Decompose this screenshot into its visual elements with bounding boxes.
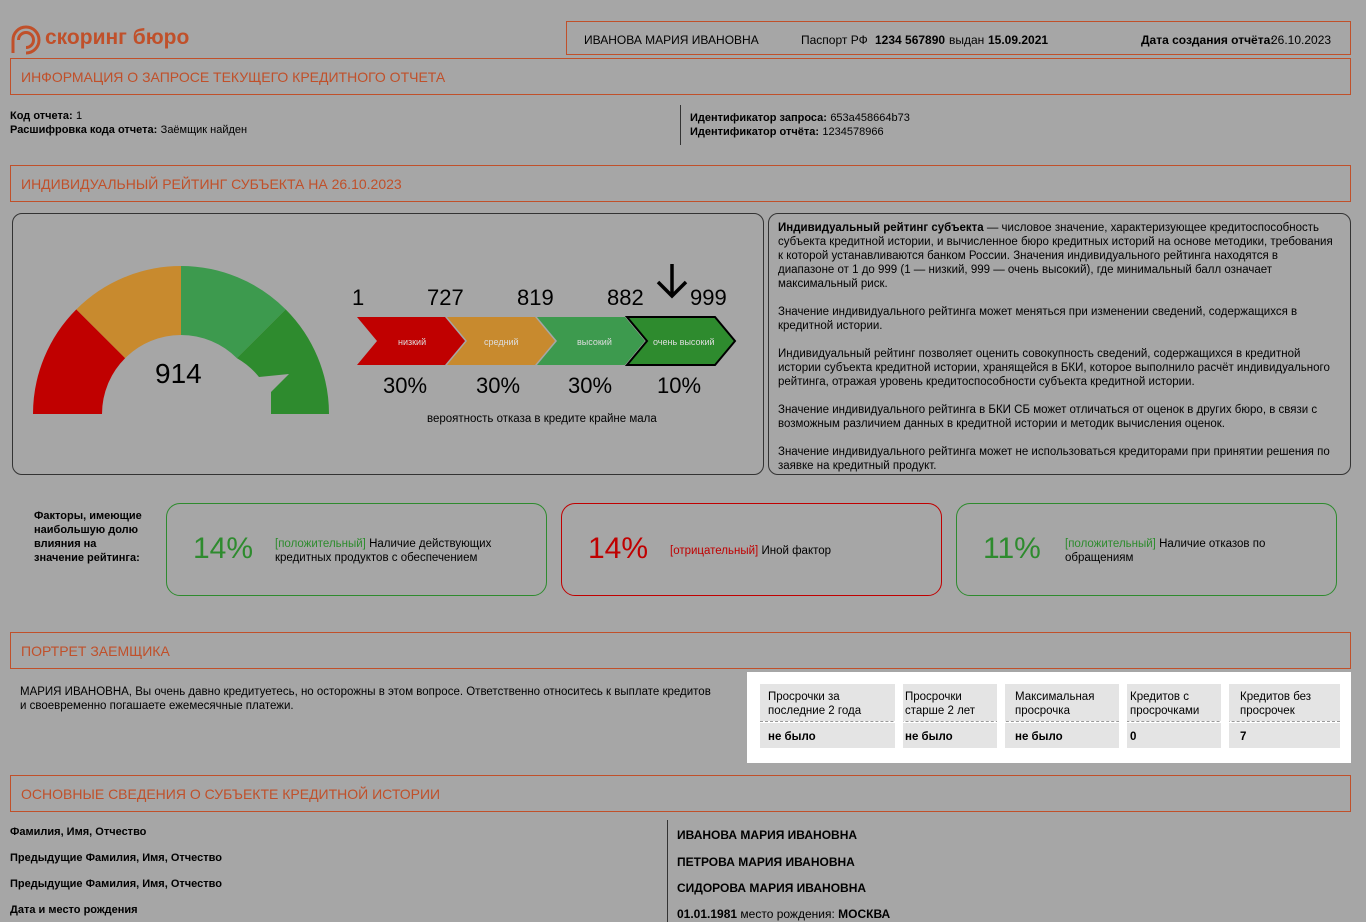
description-paragraph: Индивидуальный рейтинг субъекта — числовое значение, характеризующее кредитоспособность субъекта кредитной истории, и вычисленное бюро кредитных историй на основе методики, требования к которой устанавливаются банком России. Значения индивидуального рейтинга находятся в диапазоне от 1 до 999 (1 — низкий, 999 — очень высокий), где минимальный балл означает максимальный риск. — [778, 222, 1333, 290]
band-medium-percent: 30% — [476, 373, 521, 398]
subject-table — [10, 820, 1351, 922]
threshold-882: 882 — [607, 285, 644, 310]
band-low-label: низкий — [398, 337, 427, 347]
rating-score: 914 — [155, 358, 202, 389]
request-id-label: Идентификатор запроса: — [690, 112, 827, 124]
factor-description: Иной фактор — [761, 545, 832, 557]
portrait-text: МАРИЯ ИВАНОВНА, Вы очень давно кредитуетесь, но осторожны в этом вопросе. Ответственно относитесь к выплате кредитов и своевременно погашаете ежемесячные платежи. — [20, 686, 711, 712]
decode-label: Расшифровка кода отчета: — [10, 124, 158, 136]
code-label: Код отчета: — [10, 110, 73, 122]
report-header — [566, 21, 1351, 55]
client-name: ИВАНОВА МАРИЯ ИВАНОВНА — [584, 33, 759, 47]
band-high-percent: 30% — [568, 373, 613, 398]
band-very-high-percent: 10% — [657, 373, 702, 398]
report-id-value: 1234578966 — [822, 126, 884, 138]
subject-row-label: Фамилия, Имя, Отчество — [10, 826, 147, 838]
request-id-value: 653a458664b73 — [830, 112, 910, 124]
table-header: Просрочки старше 2 лет — [905, 691, 976, 717]
report-date-label: Дата создания отчёта: — [1141, 33, 1275, 47]
subject-row-value: СИДОРОВА МАРИЯ ИВАНОВНА — [677, 881, 867, 895]
table-value: 7 — [1240, 731, 1247, 743]
threshold-727: 727 — [427, 285, 464, 310]
portrait-table — [747, 672, 1351, 763]
passport-label: Паспорт РФ — [801, 33, 868, 47]
band-high-label: высокий — [577, 337, 612, 347]
subject-row-value: ПЕТРОВА МАРИЯ ИВАНОВНА — [677, 855, 855, 869]
request-divider — [680, 105, 681, 145]
request-info — [10, 105, 1351, 145]
description-paragraph: Значение индивидуального рейтинга может не использоваться кредиторами при принятии решения по заявке на кредитный продукт. — [778, 446, 1330, 472]
table-value: не было — [1015, 731, 1063, 743]
band-very-high-label: очень высокий — [653, 337, 715, 347]
passport-number: 1234 567890 — [875, 33, 946, 47]
factor-tag: [положительный] — [1065, 538, 1156, 550]
description-paragraph: Значение индивидуального рейтинга может меняться при изменении сведений, содержащихся в кредитной истории. — [778, 306, 1298, 332]
factor-description: Наличие действующих кредитных продуктов с обеспечением — [275, 538, 492, 564]
section-request-title: ИНФОРМАЦИЯ О ЗАПРОСЕ ТЕКУЩЕГО КРЕДИТНОГО ОТЧЕТА — [10, 58, 1351, 95]
section-rating-title: ИНДИВИДУАЛЬНЫЙ РЕЙТИНГ СУБЪЕКТА НА 26.10.2023 — [10, 165, 1351, 202]
subject-row-value: ИВАНОВА МАРИЯ ИВАНОВНА — [677, 828, 858, 842]
issued-label: выдан — [949, 33, 985, 47]
table-value: 0 — [1130, 731, 1137, 743]
factor-description: Наличие отказов по обращениям — [1065, 538, 1266, 564]
factor-card-2 — [561, 503, 942, 596]
birth-date: 01.01.1981 — [677, 907, 738, 921]
section-subject-title: ОСНОВНЫЕ СВЕДЕНИЯ О СУБЪЕКТЕ КРЕДИТНОЙ ИСТОРИИ — [10, 775, 1351, 812]
factor-percent: 14% — [588, 532, 649, 565]
table-header: Кредитов без просрочек — [1240, 691, 1312, 717]
birth-label: Дата и место рождения — [10, 904, 138, 916]
logo — [10, 24, 200, 54]
subject-divider — [667, 820, 668, 922]
report-date: 26.10.2023 — [1271, 33, 1332, 47]
description-paragraph: Значение индивидуального рейтинга в БКИ СБ может отличаться от оценок в других бюро, в связи с возможным различием данных в кредитной истории и методик вычисления оценок. — [778, 404, 1318, 430]
threshold-999: 999 — [690, 285, 727, 310]
rating-description — [778, 221, 1333, 473]
factor-tag: [отрицательный] — [670, 545, 759, 557]
subject-row-label: Предыдущие Фамилия, Имя, Отчество — [10, 852, 222, 864]
table-header: Кредитов с просрочками — [1130, 691, 1200, 717]
factor-percent: 14% — [193, 532, 254, 565]
birth-place: МОСКВА — [838, 907, 891, 921]
issued-date: 15.09.2021 — [988, 33, 1049, 47]
rating-gauge — [21, 214, 361, 444]
table-value: не было — [768, 731, 816, 743]
description-paragraph: Индивидуальный рейтинг позволяет оценить совокупность сведений, содержащихся в кредитной истории субъекта кредитной истории, хранящейся в БКИ, которое выполнило расчёт индивидуального рейтинга, отражая уровень кредитоспособности субъекта кредитной истории. — [778, 348, 1330, 388]
section-portrait-title: ПОРТРЕТ ЗАЕМЩИКА — [10, 632, 1351, 669]
birth-place-label: место рождения: — [740, 907, 835, 921]
threshold-819: 819 — [517, 285, 554, 310]
subject-row-label: Предыдущие Фамилия, Имя, Отчество — [10, 878, 222, 890]
code-value: 1 — [76, 110, 83, 122]
factor-card-3 — [956, 503, 1337, 596]
band-low-percent: 30% — [383, 373, 428, 398]
decode-value: Заёмщик найден — [160, 124, 248, 136]
table-value: не было — [905, 731, 953, 743]
band-medium-label: средний — [484, 337, 519, 347]
factor-card-1 — [166, 503, 547, 596]
score-arrow-icon — [654, 262, 690, 302]
factor-percent: 11% — [983, 532, 1041, 565]
report-id-label: Идентификатор отчёта: — [690, 126, 820, 138]
rating-description-panel — [768, 213, 1351, 475]
rating-caption: вероятность отказа в кредите крайне мала — [427, 413, 657, 425]
table-header: Просрочки за последние 2 года — [768, 691, 862, 717]
rating-panel — [12, 213, 764, 475]
logo-text: скоринг бюро — [45, 26, 190, 49]
factors-label: Факторы, имеющие наибольшую долю влияния на значение рейтинга: — [34, 510, 142, 564]
factor-tag: [положительный] — [275, 538, 366, 550]
logo-icon — [10, 24, 42, 56]
table-header: Максимальная просрочка — [1015, 691, 1095, 717]
threshold-1: 1 — [352, 285, 365, 310]
